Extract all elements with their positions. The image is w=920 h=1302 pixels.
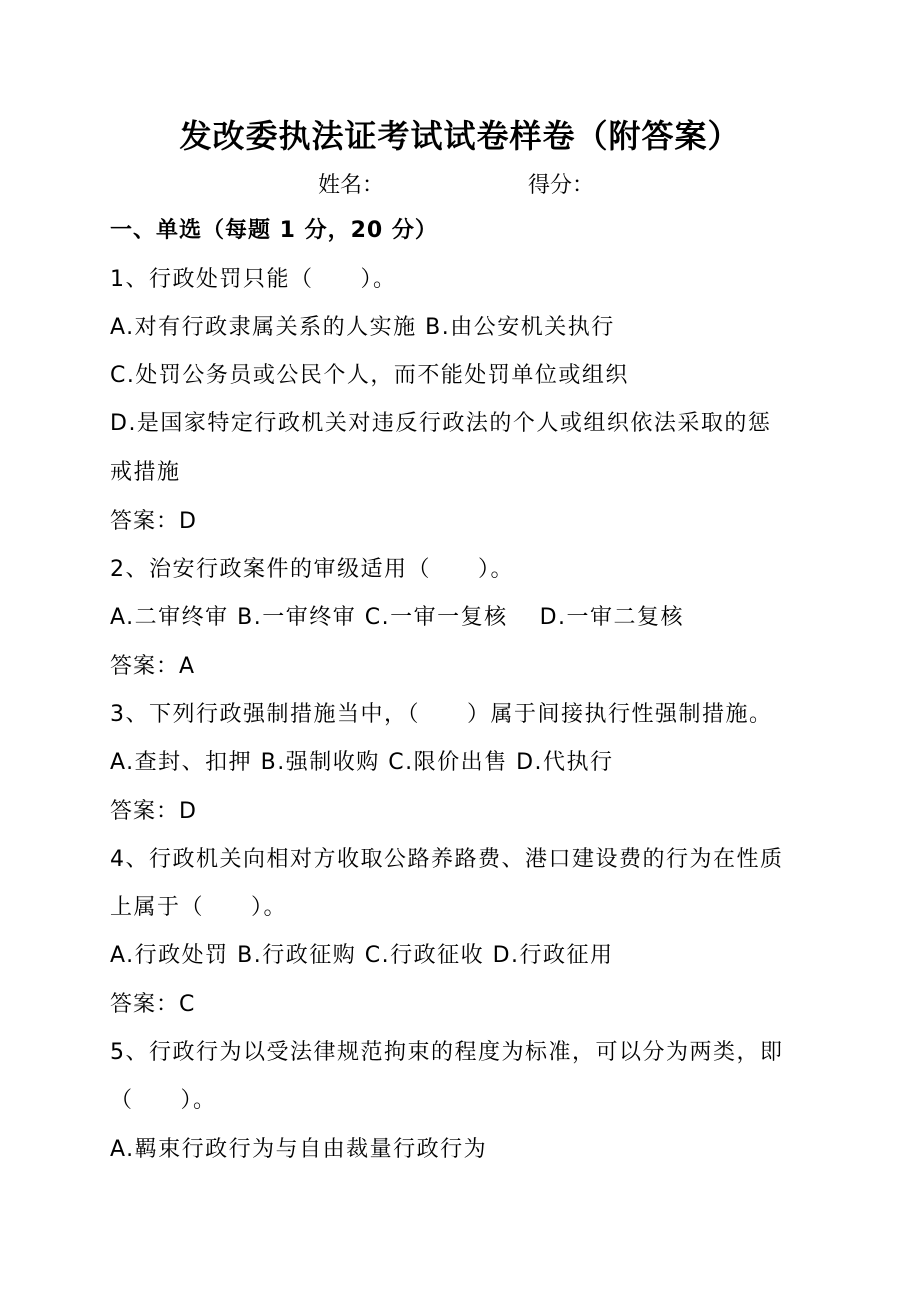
question-1-option-line: A.对有行政隶属关系的人实施 B.由公安机关执行 [110,315,615,340]
question-5-stem: （ ）。 [110,1088,217,1113]
question-2-option-line: A.二审终审 B.一审终审 C.一审一复核 D.一审二复核 [110,605,685,630]
question-5-stem: 5、行政行为以受法律规范拘束的程度为标准，可以分为两类，即 [110,1040,784,1065]
name-label: 姓名： [318,173,385,198]
question-4-stem: 上属于（ ）。 [110,895,288,920]
question-3-option-line: A.查封、扣押 B.强制收购 C.限价出售 D.代执行 [110,750,614,775]
exam-title: 发改委执法证考试试卷样卷（附答案） [179,117,741,155]
section-heading: 一、单选（每题 1 分，20 分） [110,218,438,243]
question-1-stem: 1、行政处罚只能（ ）。 [110,267,397,292]
question-1-option-line: D.是国家特定行政机关对违反行政法的个人或组织依法采取的惩 [110,411,772,436]
question-4-stem: 4、行政机关向相对方收取公路养路费、港口建设费的行为在性质 [110,847,784,872]
question-4-option-line: A.行政处罚 B.行政征购 C.行政征收 D.行政征用 [110,943,614,968]
question-2-answer: 答案：A [110,654,196,679]
question-3-stem: 3、下列行政强制措施当中，（ ）属于间接执行性强制措施。 [110,702,773,727]
question-3-answer: 答案：D [110,799,197,824]
question-1-option-line: 戒措施 [110,460,181,485]
score-label: 得分： [528,173,595,198]
question-1-answer: 答案：D [110,509,197,534]
question-2-stem: 2、治安行政案件的审级适用（ ）。 [110,557,514,582]
question-5-option-line: A.羁束行政行为与自由裁量行政行为 [110,1137,488,1162]
question-4-answer: 答案：C [110,992,196,1017]
question-1-option-line: C.处罚公务员或公民个人，而不能处罚单位或组织 [110,363,629,388]
